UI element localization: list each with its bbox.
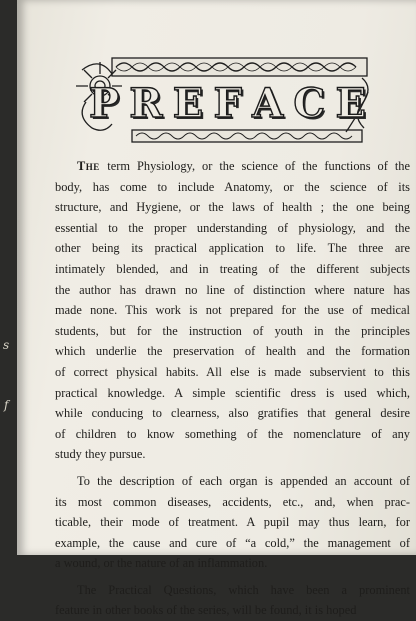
lead-word: The	[77, 159, 108, 173]
heading-letter: P	[89, 80, 121, 127]
text-line: other being its practical application to life. The three are	[55, 241, 410, 256]
heading-letter: A	[252, 80, 285, 127]
text-line: which underlie the preservation of health and the formation	[55, 344, 410, 359]
paragraph	[55, 156, 410, 465]
text-line: structure, and Hygiene, or the laws of health ; the one being	[55, 200, 410, 215]
text-line: a wound, or the nature of an inflammation.	[55, 556, 268, 571]
heading-letter: F	[213, 80, 243, 127]
paragraph	[55, 471, 410, 574]
heading-letter: R	[129, 80, 164, 127]
book-page	[17, 0, 416, 618]
text-line: ticable, their mode of treatment. A pupil may thus learn, for	[55, 515, 410, 530]
text-line: body, has come to include Anatomy, or the science of its	[55, 179, 410, 194]
text-line: The Practical Questions, which have been a prominent	[77, 582, 410, 597]
text-line: study they pursue.	[55, 447, 146, 462]
heading-letter: C	[293, 80, 327, 127]
heading-letter: E	[335, 80, 367, 127]
text-line: To the description of each organ is appended an account of	[77, 473, 410, 488]
text-line: while conducing to clearness, also gratifies that general desire	[55, 406, 410, 421]
text-line: practical knowledge. A simple scientific dress is used which,	[55, 385, 410, 400]
text-line: made none. This work is not prepared for the use of medical	[55, 303, 410, 318]
gutter-mark: f	[4, 398, 9, 412]
gutter-mark: s	[3, 338, 10, 352]
text-line: students, but for the instruction of youth in the principles	[55, 323, 410, 338]
text-line: the author has drawn no line of distinction where nature has	[55, 282, 410, 297]
text-line: intimately blended, and in treating of the different subjects	[55, 261, 410, 276]
text-line: its most common diseases, accidents, etc., and, when prac-	[55, 494, 410, 509]
preface-body	[55, 156, 410, 621]
preface-heading	[89, 78, 367, 130]
text-line: of children to know something of the nomenclature of any	[55, 426, 410, 441]
text-line: feature in other books of the series, will be found, it is hoped	[55, 603, 357, 618]
text-line: example, the cause and cure of “a cold,” the management of	[55, 535, 410, 550]
heading-letter: E	[172, 80, 205, 127]
left-page-edge	[0, 0, 17, 555]
paragraph	[55, 580, 410, 621]
text-line: The term Physiology, or the science of the functions of the	[77, 159, 410, 173]
text-line: essential to the proper understanding of physiology, and the	[55, 220, 410, 235]
text-line: of correct physical habits. All else is made subservient to this	[55, 364, 410, 379]
